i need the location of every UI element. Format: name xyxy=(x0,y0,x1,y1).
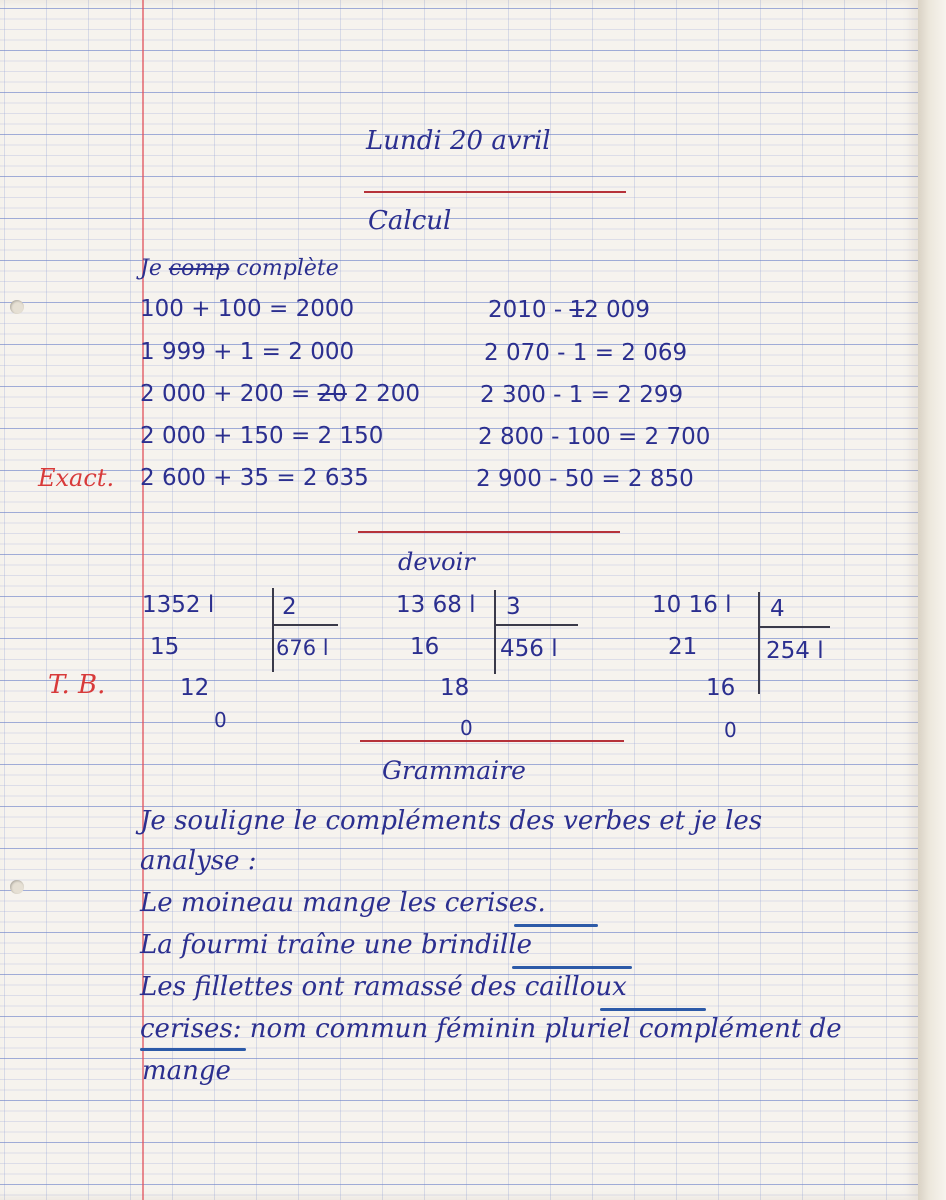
sum-line: 100 + 100 = 2000 xyxy=(140,296,355,322)
grammar-sentence xyxy=(140,888,546,918)
sentence-text: Le moineau mange les xyxy=(140,888,437,918)
division-step: 0 xyxy=(460,716,473,740)
divisor: 4 xyxy=(770,596,785,622)
quotient: 254 l xyxy=(766,638,824,664)
sum-line xyxy=(140,381,420,407)
division-step: 12 xyxy=(180,675,210,701)
analysis-text: : nom commun féminin pluriel complément de xyxy=(232,1014,842,1044)
sum-line: 2 600 + 35 = 2 635 xyxy=(140,465,369,491)
sum-end: 2 200 xyxy=(354,381,420,407)
section-rule xyxy=(360,740,624,742)
sum-start: 2 000 + 200 = xyxy=(140,381,318,407)
section-rule xyxy=(358,531,620,533)
sentence-end: . xyxy=(537,888,546,918)
difference-line: 2 900 - 50 = 2 850 xyxy=(476,466,694,492)
grammar-analysis xyxy=(140,1014,842,1044)
division-bar xyxy=(272,624,338,626)
sentence-complement: brindille xyxy=(420,930,533,960)
sentence-complement: cerises xyxy=(444,888,538,918)
punch-hole xyxy=(10,880,24,894)
dividend: 10 16 l xyxy=(652,592,732,618)
calcul-title: Calcul xyxy=(368,206,452,236)
grammaire-title: Grammaire xyxy=(382,756,526,785)
teacher-mark-tb: T. B. xyxy=(48,670,106,700)
grammar-instruction: Je souligne le compléments des verbes et je les xyxy=(140,806,763,836)
instruction-word: complète xyxy=(236,256,339,281)
division-bracket xyxy=(494,590,496,674)
quotient: 456 l xyxy=(500,636,558,662)
divisor: 3 xyxy=(506,594,521,620)
sum-struck: 20 xyxy=(317,381,347,407)
division-step: 16 xyxy=(410,634,440,660)
page-edge xyxy=(918,0,946,1200)
grammar-analysis-end: mange xyxy=(142,1056,231,1086)
division-step: 16 xyxy=(706,675,736,701)
division-step: 0 xyxy=(724,718,737,742)
division-bar xyxy=(758,626,830,628)
grammar-instruction: analyse : xyxy=(140,846,257,876)
division-step: 21 xyxy=(668,634,698,660)
date-heading: Lundi 20 avril xyxy=(366,126,551,156)
division-bracket xyxy=(758,592,760,694)
analysis-underline xyxy=(140,1048,246,1051)
grammar-sentence xyxy=(140,930,532,960)
instruction-prefix: Je xyxy=(140,256,162,281)
complement-underline xyxy=(512,966,632,969)
division-step: 15 xyxy=(150,634,180,660)
difference-line: 2 300 - 1 = 2 299 xyxy=(480,382,684,408)
sentence-complement: cailloux xyxy=(524,972,627,1002)
calcul-instruction xyxy=(140,256,339,281)
teacher-mark-exact: Exact. xyxy=(38,464,115,492)
devoir-title: devoir xyxy=(398,548,475,576)
analysis-word: cerises xyxy=(140,1014,233,1044)
sum-line: 2 000 + 150 = 2 150 xyxy=(140,423,384,449)
complement-underline xyxy=(514,924,598,927)
quotient: 676 l xyxy=(276,636,329,660)
section-rule xyxy=(364,191,626,193)
difference-struck: 1 xyxy=(569,297,585,323)
sentence-text: La fourmi traîne une xyxy=(140,930,413,960)
difference-line xyxy=(488,297,650,323)
division-bracket xyxy=(272,588,274,672)
difference-end: 2 009 xyxy=(584,297,650,323)
division-step: 0 xyxy=(214,708,227,732)
divisor: 2 xyxy=(282,594,297,620)
complement-underline xyxy=(600,1008,706,1011)
difference-start: 2010 - xyxy=(488,297,570,323)
division-step: 18 xyxy=(440,675,470,701)
difference-line: 2 800 - 100 = 2 700 xyxy=(478,424,711,450)
sentence-text: Les fillettes ont ramassé des xyxy=(140,972,517,1002)
sum-line: 1 999 + 1 = 2 000 xyxy=(140,339,355,365)
difference-line: 2 070 - 1 = 2 069 xyxy=(484,340,688,366)
dividend: 13 68 l xyxy=(396,592,476,618)
division-bar xyxy=(494,624,578,626)
dividend: 1352 l xyxy=(142,592,215,618)
punch-hole xyxy=(10,300,24,314)
instruction-struck: comp xyxy=(168,256,230,281)
grammar-sentence xyxy=(140,972,627,1002)
